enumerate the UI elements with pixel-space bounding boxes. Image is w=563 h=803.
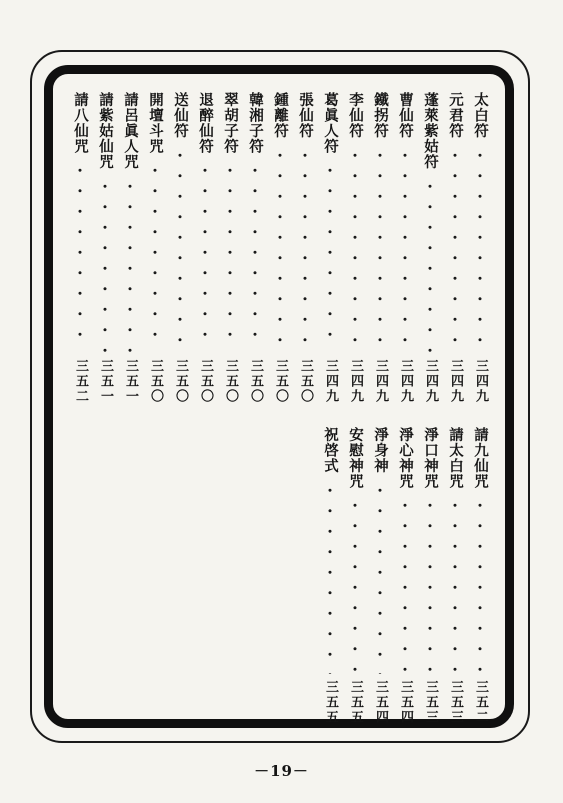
toc-entry-page: 三四九 — [448, 359, 463, 404]
toc-entry-page: 三四九 — [373, 359, 388, 404]
toc-entry-page: 三四九 — [398, 359, 413, 404]
toc-entry-page: 三五〇 — [198, 359, 213, 404]
leader-dots — [403, 495, 407, 674]
toc-entry[interactable] — [320, 92, 340, 404]
leader-dots — [328, 480, 332, 675]
leader-dots — [353, 145, 357, 354]
leader-dots — [153, 160, 157, 353]
toc-entry-title: 蓬萊紫姑符 — [422, 92, 439, 170]
leader-dots — [378, 145, 382, 354]
toc-entry-title: 葛眞人符 — [322, 92, 339, 154]
leader-dots — [278, 145, 282, 354]
toc-entry-title: 送仙符 — [172, 92, 189, 139]
toc-entry[interactable] — [120, 92, 140, 404]
toc-entry[interactable] — [345, 427, 365, 725]
toc-entry-title: 祝啓式 — [322, 427, 339, 474]
leader-dots — [253, 160, 257, 353]
toc-entry[interactable] — [470, 427, 490, 725]
toc-entry-page: 三五〇 — [273, 359, 288, 404]
toc-entry-title: 李仙符 — [347, 92, 364, 139]
leader-dots — [403, 145, 407, 354]
leader-dots — [103, 176, 107, 354]
toc-entry[interactable] — [345, 92, 365, 404]
leader-dots — [378, 480, 382, 675]
leader-dots — [353, 495, 357, 674]
leader-dots — [128, 176, 132, 354]
toc-entry[interactable] — [295, 92, 315, 404]
toc-entry-page: 三四九 — [323, 359, 338, 404]
toc-entry-title: 請呂眞人咒 — [122, 92, 139, 170]
toc-entry-page: 三五五 — [323, 680, 338, 725]
toc-entry-title: 鍾離符 — [272, 92, 289, 139]
toc-entry-title: 請九仙咒 — [472, 427, 489, 489]
leader-dots — [78, 160, 82, 353]
toc-entry-page: 三五一 — [98, 359, 113, 404]
toc-entry-title: 韓湘子符 — [247, 92, 264, 154]
toc-entry-title: 退醉仙符 — [197, 92, 214, 154]
toc-entry-page: 三五〇 — [248, 359, 263, 404]
leader-dots — [203, 160, 207, 353]
leader-dots — [428, 176, 432, 354]
toc-entry-page: 三五三 — [448, 680, 463, 725]
toc-entry[interactable] — [70, 92, 90, 404]
toc-entry-title: 鐵拐符 — [372, 92, 389, 139]
toc-entry-title: 張仙符 — [297, 92, 314, 139]
toc-entry-page: 三五〇 — [148, 359, 163, 404]
leader-dots — [453, 495, 457, 674]
toc-entry[interactable] — [445, 427, 465, 725]
toc-entry[interactable] — [245, 92, 265, 404]
toc-entry[interactable] — [195, 92, 215, 404]
toc-entry-title: 淨口神咒 — [422, 427, 439, 489]
toc-entry-page: 三五二 — [473, 680, 488, 725]
toc-entry[interactable] — [370, 92, 390, 404]
toc-entry-page: 三五〇 — [173, 359, 188, 404]
toc-entry-page: 三五〇 — [223, 359, 238, 404]
toc-entry[interactable] — [220, 92, 240, 404]
toc-entry-page: 三四九 — [423, 359, 438, 404]
leader-dots — [478, 495, 482, 674]
toc-entry-page: 三五四 — [373, 680, 388, 725]
toc-entry-title: 翠胡子符 — [222, 92, 239, 154]
toc-entry[interactable] — [420, 427, 440, 725]
leader-dots — [328, 160, 332, 353]
toc-entry-title: 曹仙符 — [397, 92, 414, 139]
leader-dots — [453, 145, 457, 354]
toc-entry[interactable] — [320, 427, 340, 725]
toc-entry[interactable] — [170, 92, 190, 404]
leader-dots — [428, 495, 432, 674]
toc-entry[interactable] — [145, 92, 165, 404]
page-number: －19－ — [254, 762, 309, 780]
toc-entry-page: 三五二 — [73, 359, 88, 404]
toc-entry[interactable] — [395, 92, 415, 404]
toc-entry-title: 請紫姑仙咒 — [97, 92, 114, 170]
toc-entry[interactable] — [270, 92, 290, 404]
leader-dots — [178, 145, 182, 354]
toc-entry-page: 三四九 — [348, 359, 363, 404]
toc-entry[interactable] — [420, 92, 440, 404]
toc-entry-page: 三五三 — [423, 680, 438, 725]
toc-entry[interactable] — [470, 92, 490, 404]
toc-entry-title: 太白符 — [472, 92, 489, 139]
toc-entry-page: 三五〇 — [298, 359, 313, 404]
toc-entry-title: 淨身神 — [372, 427, 389, 474]
toc-entry[interactable] — [370, 427, 390, 725]
toc-entry-page: 三五四 — [398, 680, 413, 725]
toc-entry[interactable] — [395, 427, 415, 725]
toc-entry[interactable] — [445, 92, 465, 404]
toc-entry-title: 請太白咒 — [447, 427, 464, 489]
toc-entry-page: 三五一 — [123, 359, 138, 404]
toc-entry-title: 開壇斗咒 — [147, 92, 164, 154]
toc-entry-title: 安慰神咒 — [347, 427, 364, 489]
toc-entry-title: 請八仙咒 — [72, 92, 89, 154]
leader-dots — [228, 160, 232, 353]
leader-dots — [478, 145, 482, 354]
leader-dots — [303, 145, 307, 354]
toc-entry-page: 三四九 — [473, 359, 488, 404]
toc-entry[interactable] — [95, 92, 115, 404]
toc-entry-title: 淨心神咒 — [397, 427, 414, 489]
toc-entry-page: 三五五 — [348, 680, 363, 725]
toc-entry-title: 元君符 — [447, 92, 464, 139]
